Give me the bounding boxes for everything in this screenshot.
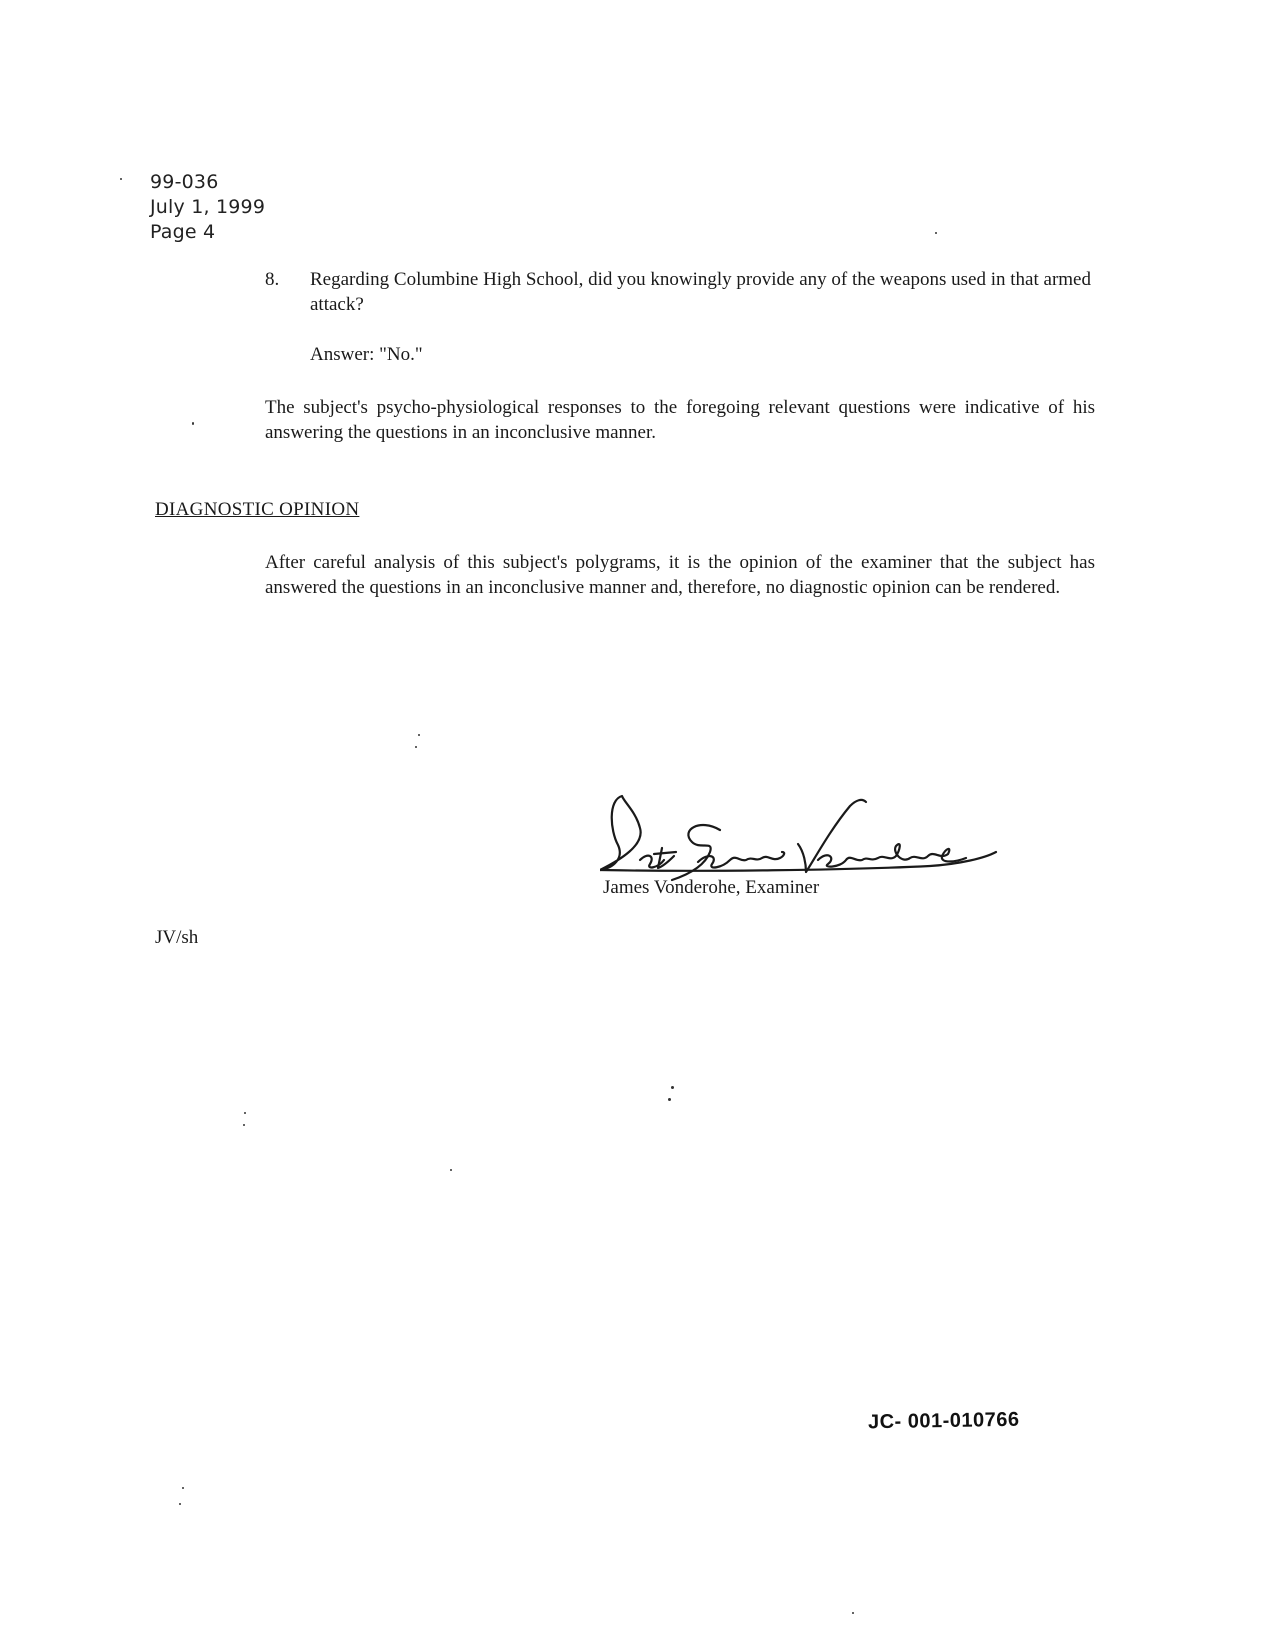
scan-speck bbox=[244, 1112, 246, 1114]
responses-paragraph: The subject's psycho-physiological responses to the foregoing relevant questions were indicative of his answering the questions in an inconclusive manner. bbox=[265, 397, 1095, 443]
question-answer: Answer: "No." bbox=[310, 344, 423, 365]
scan-speck bbox=[852, 1612, 854, 1614]
scan-speck bbox=[243, 1124, 245, 1126]
examiner-name: James Vonderohe, Examiner bbox=[603, 877, 820, 898]
scan-speck bbox=[415, 746, 417, 748]
scan-speck bbox=[182, 1487, 184, 1489]
page-header bbox=[150, 170, 265, 245]
scan-speck bbox=[450, 1169, 452, 1171]
scan-speck bbox=[418, 734, 420, 736]
scan-speck bbox=[671, 1086, 674, 1089]
diagnostic-opinion-heading: DIAGNOSTIC OPINION bbox=[155, 499, 360, 520]
diagnostic-opinion-text: After careful analysis of this subject's polygrams, it is the opinion of the examiner that the subject has answered the questions in an inconclusive manner and, therefore, no diagnostic opinion can be rendered. bbox=[265, 552, 1095, 598]
typist-initials: JV/sh bbox=[155, 927, 199, 948]
scan-speck bbox=[935, 232, 937, 234]
scan-speck bbox=[668, 1098, 671, 1101]
scan-speck bbox=[120, 178, 122, 180]
page-number: Page 4 bbox=[150, 221, 216, 243]
document-date: July 1, 1999 bbox=[150, 196, 266, 218]
question-text: Regarding Columbine High School, did you knowingly provide any of the weapons used in that armed attack? bbox=[310, 269, 1091, 315]
case-number: 99-036 bbox=[150, 171, 219, 193]
question-number: 8. bbox=[265, 269, 280, 290]
scan-speck bbox=[192, 422, 194, 425]
bates-number: JC- 001-010766 bbox=[867, 1408, 1020, 1434]
scan-speck bbox=[179, 1503, 181, 1505]
